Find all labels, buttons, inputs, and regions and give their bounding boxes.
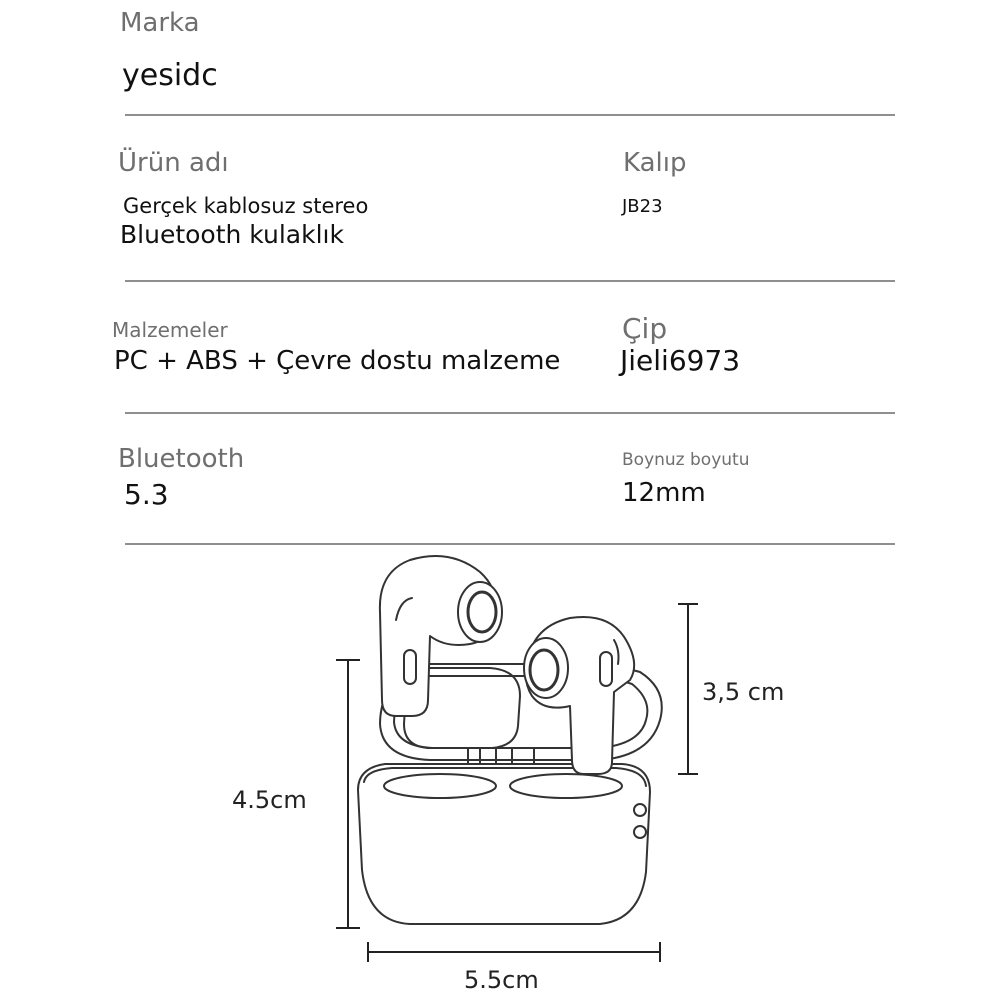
- chip-label: Çip: [622, 312, 668, 345]
- case-hinge: [468, 748, 534, 764]
- bluetooth-value: 5.3: [124, 478, 169, 511]
- case-width-label: 5.5cm: [464, 966, 539, 994]
- left-well: [384, 774, 496, 798]
- horn-size-value: 12mm: [622, 478, 706, 508]
- product-name-label: Ürün adı: [118, 148, 229, 178]
- horn-size-label: Boynuz boyutu: [622, 450, 750, 470]
- case-height-label: 4.5cm: [232, 786, 307, 814]
- chip-value: Jieli6973: [620, 344, 741, 377]
- materials-label: Malzemeler: [112, 318, 228, 342]
- product-name-value-line2: Bluetooth kulaklık: [120, 220, 344, 249]
- product-name-value-line1: Gerçek kablosuz stereo: [123, 194, 369, 218]
- brand-label: Marka: [120, 8, 200, 38]
- brand-value: yesidc: [122, 58, 218, 93]
- case-body-outline: [358, 764, 650, 924]
- model-label: Kalıp: [623, 148, 687, 178]
- bluetooth-label: Bluetooth: [118, 444, 245, 474]
- earbud-height-label: 3,5 cm: [702, 678, 785, 706]
- model-value: JB23: [622, 196, 663, 217]
- materials-value: PC + ABS + Çevre dostu malzeme: [114, 346, 561, 376]
- right-well: [510, 774, 622, 798]
